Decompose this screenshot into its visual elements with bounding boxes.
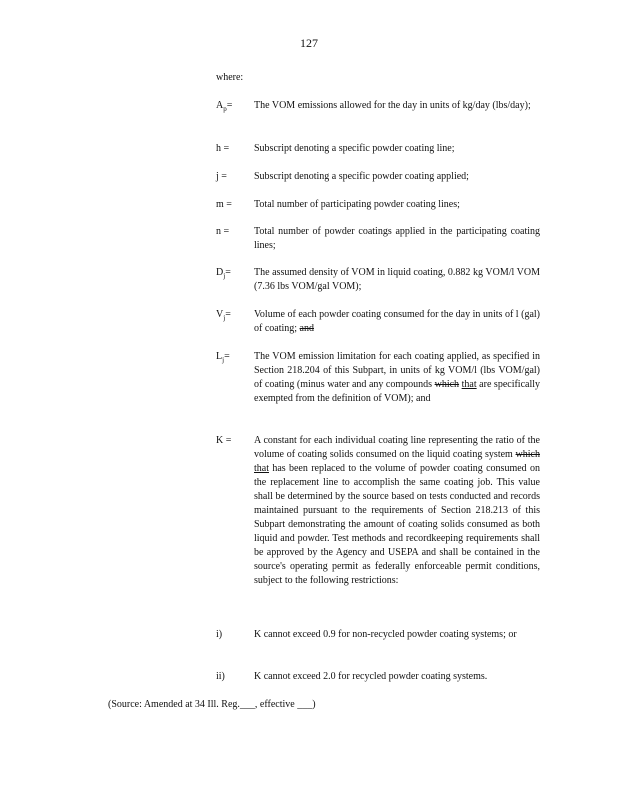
restriction-text: K cannot exceed 2.0 for recycled powder coating systems.	[254, 671, 488, 682]
definition-text: The VOM emission limitation for each coating applied, as specified in Section 218.204 of this Subpart, in units of kg VOM/l (lbs VOM/gal) of coating (minus water and any compounds which that are specifically exempted from the definition of VOM); and	[254, 351, 541, 404]
struck-text: which	[515, 449, 540, 460]
restriction-text: K cannot exceed 0.9 for non-recycled powder coating systems; or	[254, 629, 517, 640]
inserted-text: that	[461, 379, 477, 390]
definition-symbol: m =	[216, 199, 232, 210]
definition-symbol: $D_j=$	[216, 267, 231, 280]
definition-symbol: n =	[216, 226, 230, 237]
definition-symbol: h =	[216, 143, 230, 154]
definition-text: The VOM emissions allowed for the day in units of kg/day (lbs/day);	[254, 100, 531, 111]
definition-symbol: $V_j=$	[216, 309, 231, 322]
definition-symbol: $A_p=$	[216, 100, 233, 113]
inserted-text: that	[254, 463, 269, 474]
definition-text: Subscript denoting a specific powder coating applied;	[254, 171, 469, 182]
source-note: (Source: Amended at 34 Ill. Reg.___, effective ___)	[108, 699, 316, 710]
restriction-marker: i)	[216, 629, 223, 640]
definition-symbol: j =	[216, 171, 227, 182]
page-number: 127	[300, 36, 318, 50]
restriction-marker: ii)	[216, 671, 225, 682]
definition-symbol: K =	[216, 435, 232, 446]
definition-text: Volume of each powder coating consumed for the day in units of l (gal) of coating; and	[254, 309, 540, 334]
struck-text: and	[299, 323, 314, 334]
where-label: where:	[216, 72, 244, 83]
definition-text: A constant for each individual coating line representing the ratio of the volume of coating solids consumed on the liquid coating system which that has been replaced to the volume of powder coating consumed on the replacement line to accomplish the same coating job. This value shall be determined by the source based on tests conducted and records maintained pursuant to the requirements of Section 218.213 of this Subpart demonstrating the amount of coating solids consumed as both liquid and powder. Test methods and recordkeeping requirements shall be approved by the Agency and USEPA and shall be contained in the source's operating permit as federally enforceable permit conditions, subject to the following restrictions:	[254, 435, 540, 586]
definition-symbol: $L_j=$	[216, 351, 230, 364]
definition-text: Total number of powder coatings applied in the participating coating lines;	[254, 226, 540, 251]
definition-text: Subscript denoting a specific powder coating line;	[254, 143, 455, 154]
struck-text: which	[434, 379, 460, 390]
definition-text: Total number of participating powder coating lines;	[254, 199, 460, 210]
definition-text: The assumed density of VOM in liquid coating, 0.882 kg VOM/l VOM (7.36 lbs VOM/gal VOM);	[254, 267, 540, 292]
